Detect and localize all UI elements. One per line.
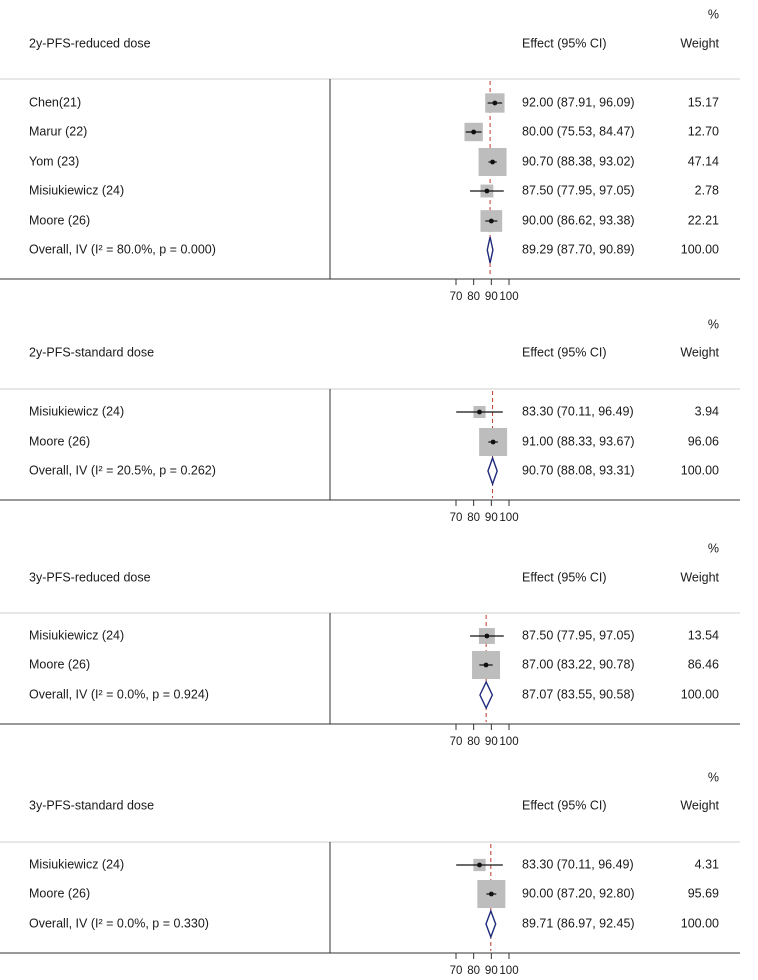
x-tick-label: 80: [467, 965, 481, 978]
panel-title: 3y-PFS-reduced dose: [29, 570, 151, 585]
study-point-estimate: [491, 440, 496, 445]
weight-unit-label: %: [707, 541, 719, 556]
study-label: Misiukiewicz (24): [29, 857, 125, 872]
panel-title: 3y-PFS-standard dose: [29, 798, 155, 813]
study-label: Misiukiewicz (24): [29, 183, 125, 198]
panel-title: 2y-PFS-standard dose: [29, 345, 155, 360]
overall-weight: 100.00: [680, 916, 719, 931]
study-weight: 4.31: [694, 857, 719, 872]
overall-weight: 100.00: [680, 463, 719, 478]
x-tick-label: 90: [484, 965, 498, 978]
study-effect-ci: 80.00 (75.53, 84.47): [522, 124, 635, 139]
overall-diamond: [480, 682, 492, 708]
overall-label: Overall, IV (I² = 0.0%, p = 0.330): [29, 916, 209, 931]
x-tick-label: 80: [467, 291, 481, 304]
study-effect-ci: 90.00 (86.62, 93.38): [522, 213, 635, 228]
effect-header: Effect (95% CI): [522, 570, 607, 585]
study-effect-ci: 83.30 (70.11, 96.49): [522, 404, 634, 419]
overall-effect-ci: 87.07 (83.55, 90.58): [522, 687, 635, 702]
weight-header: Weight: [680, 345, 719, 360]
overall-label: Overall, IV (I² = 0.0%, p = 0.924): [29, 687, 209, 702]
study-weight: 86.46: [687, 657, 719, 672]
overall-effect-ci: 90.70 (88.08, 93.31): [522, 463, 635, 478]
forest-panel: [0, 7, 740, 303]
study-point-estimate: [490, 160, 495, 165]
x-tick-label: 90: [484, 736, 498, 749]
overall-diamond: [487, 237, 493, 263]
overall-label: Overall, IV (I² = 80.0%, p = 0.000): [29, 242, 216, 257]
x-tick-label: 70: [449, 965, 463, 978]
overall-label: Overall, IV (I² = 20.5%, p = 0.262): [29, 463, 216, 478]
effect-header: Effect (95% CI): [522, 345, 607, 360]
x-tick-label: 70: [449, 512, 463, 525]
study-label: Misiukiewicz (24): [29, 628, 125, 643]
study-point-estimate: [485, 634, 490, 639]
weight-unit-label: %: [707, 317, 719, 332]
x-tick-label: 70: [449, 291, 463, 304]
study-weight: 47.14: [687, 154, 719, 169]
study-point-estimate: [492, 101, 497, 106]
x-tick-label: 100: [499, 736, 519, 749]
overall-diamond: [486, 911, 496, 937]
effect-header: Effect (95% CI): [522, 798, 607, 813]
study-label: Marur (22): [29, 124, 88, 139]
study-label: Moore (26): [29, 886, 91, 901]
study-effect-ci: 90.00 (87.20, 92.80): [522, 886, 635, 901]
study-label: Moore (26): [29, 434, 91, 449]
study-weight: 13.54: [687, 628, 719, 643]
x-tick-label: 100: [499, 291, 519, 304]
overall-weight: 100.00: [680, 242, 719, 257]
overall-diamond: [488, 458, 497, 484]
overall-effect-ci: 89.71 (86.97, 92.45): [522, 916, 635, 931]
study-effect-ci: 90.70 (88.38, 93.02): [522, 154, 635, 169]
overall-weight: 100.00: [680, 687, 719, 702]
study-point-estimate: [477, 410, 482, 415]
study-effect-ci: 91.00 (88.33, 93.67): [522, 434, 635, 449]
study-effect-ci: 87.50 (77.95, 97.05): [522, 183, 635, 198]
study-weight: 3.94: [694, 404, 719, 419]
x-tick-label: 90: [484, 291, 498, 304]
forest-panel: [0, 317, 740, 524]
study-point-estimate: [477, 863, 482, 868]
x-tick-label: 80: [467, 512, 481, 525]
weight-unit-label: %: [707, 770, 719, 785]
overall-effect-ci: 89.29 (87.70, 90.89): [522, 242, 635, 257]
forest-panel: [0, 541, 740, 748]
study-label: Moore (26): [29, 657, 91, 672]
study-point-estimate: [489, 892, 494, 897]
effect-header: Effect (95% CI): [522, 36, 607, 51]
study-label: Chen(21): [29, 95, 82, 110]
study-label: Misiukiewicz (24): [29, 404, 125, 419]
x-tick-label: 70: [449, 736, 463, 749]
study-point-estimate: [485, 189, 490, 194]
study-weight: 15.17: [687, 95, 719, 110]
weight-unit-label: %: [707, 7, 719, 22]
x-tick-label: 80: [467, 736, 481, 749]
x-tick-label: 100: [499, 512, 519, 525]
forest-panel: [0, 770, 740, 977]
study-point-estimate: [489, 219, 494, 224]
study-weight: 96.06: [687, 434, 719, 449]
weight-header: Weight: [680, 798, 719, 813]
study-weight: 22.21: [687, 213, 719, 228]
study-label: Yom (23): [29, 154, 80, 169]
study-label: Moore (26): [29, 213, 91, 228]
weight-header: Weight: [680, 36, 719, 51]
study-point-estimate: [484, 663, 489, 668]
panel-title: 2y-PFS-reduced dose: [29, 36, 151, 51]
weight-header: Weight: [680, 570, 719, 585]
study-effect-ci: 87.00 (83.22, 90.78): [522, 657, 635, 672]
study-weight: 12.70: [687, 124, 719, 139]
study-effect-ci: 92.00 (87.91, 96.09): [522, 95, 635, 110]
study-effect-ci: 87.50 (77.95, 97.05): [522, 628, 635, 643]
study-weight: 95.69: [687, 886, 719, 901]
study-effect-ci: 83.30 (70.11, 96.49): [522, 857, 634, 872]
x-tick-label: 90: [484, 512, 498, 525]
x-tick-label: 100: [499, 965, 519, 978]
study-weight: 2.78: [694, 183, 719, 198]
study-point-estimate: [471, 130, 476, 135]
